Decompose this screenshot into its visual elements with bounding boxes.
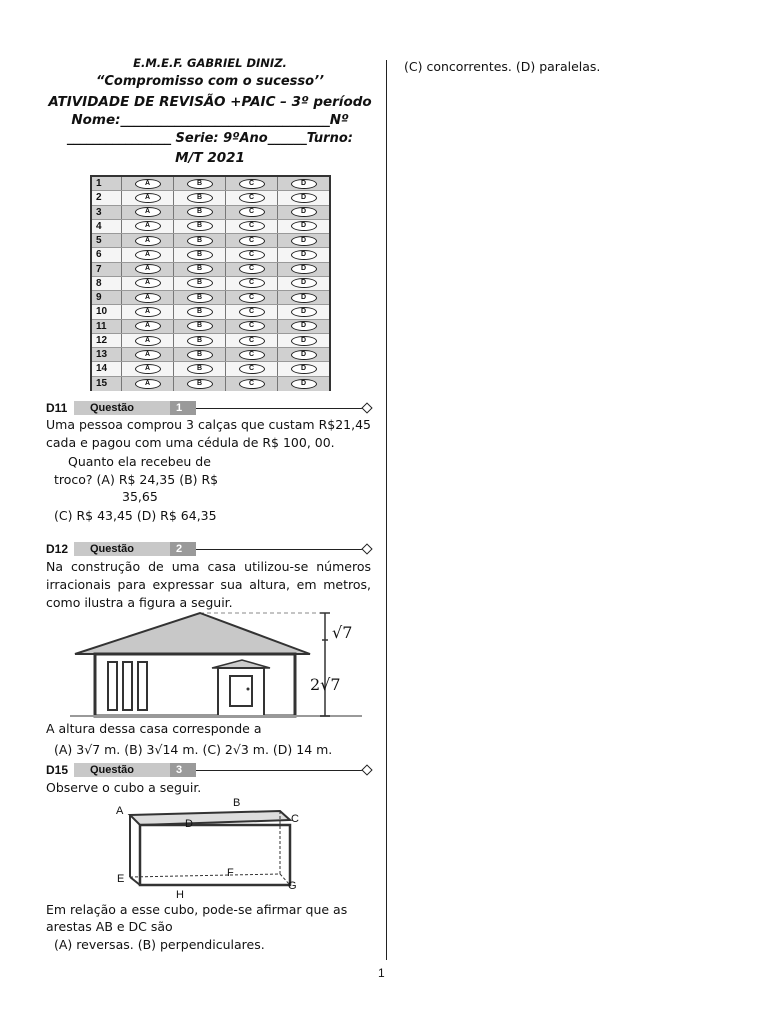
- vertex-label-e: E: [117, 873, 125, 885]
- answer-grid-row: [92, 305, 329, 319]
- q1-text-line: cada e pagou com uma cédula de R$ 100, 00.: [46, 435, 335, 450]
- answer-bubble[interactable]: D: [291, 350, 317, 360]
- answer-bubble[interactable]: B: [187, 379, 213, 389]
- answer-bubble[interactable]: D: [291, 293, 317, 303]
- answer-bubble[interactable]: C: [239, 293, 265, 303]
- answer-cell: [122, 305, 174, 318]
- descriptor-code: D11: [46, 401, 68, 415]
- answer-cell: [278, 291, 329, 304]
- answer-cell: [226, 206, 278, 219]
- answer-row-number: 12: [92, 334, 122, 347]
- answer-cell: [226, 191, 278, 204]
- answer-cell: [174, 220, 226, 233]
- answer-cell: [226, 177, 278, 190]
- answer-cell: [174, 191, 226, 204]
- answer-cell: [122, 348, 174, 361]
- answer-bubble[interactable]: A: [135, 364, 161, 374]
- column-divider: [386, 60, 387, 960]
- answer-bubble[interactable]: C: [239, 250, 265, 260]
- question-number: 3: [170, 763, 196, 777]
- answer-cell: [278, 334, 329, 347]
- answer-cell: [278, 206, 329, 219]
- cube-figure: [110, 794, 310, 904]
- answer-bubble[interactable]: A: [135, 264, 161, 274]
- rule-line: [196, 549, 365, 550]
- vertex-label-f: F: [227, 867, 234, 879]
- answer-bubble[interactable]: A: [135, 350, 161, 360]
- answer-cell: [278, 377, 329, 391]
- vertex-label-a: A: [116, 805, 124, 817]
- answer-cell: [174, 277, 226, 290]
- answer-cell: [122, 177, 174, 190]
- answer-bubble[interactable]: B: [187, 179, 213, 189]
- answer-cell: [278, 191, 329, 204]
- shift-line: M/T 2021: [175, 150, 245, 166]
- vertex-label-d: D: [185, 818, 193, 830]
- answer-cell: [226, 320, 278, 333]
- answer-cell: [278, 305, 329, 318]
- answer-row-number: 3: [92, 206, 122, 219]
- answer-row-number: 4: [92, 220, 122, 233]
- answer-bubble[interactable]: D: [291, 236, 317, 246]
- school-motto: “Compromisso com o sucesso’’: [96, 74, 324, 89]
- answer-cell: [226, 334, 278, 347]
- answer-cell: [226, 348, 278, 361]
- answer-cell: [174, 263, 226, 276]
- answer-bubble[interactable]: C: [239, 350, 265, 360]
- answer-cell: [122, 248, 174, 261]
- answer-cell: [278, 362, 329, 375]
- answer-cell: [122, 191, 174, 204]
- question-label: Questão: [74, 763, 170, 777]
- answer-cell: [226, 248, 278, 261]
- answer-cell: [122, 263, 174, 276]
- q3-options-right: (C) concorrentes. (D) paralelas.: [404, 59, 601, 74]
- answer-bubble[interactable]: B: [187, 336, 213, 346]
- answer-row-number: 8: [92, 277, 122, 290]
- answer-grid-row: [92, 220, 329, 234]
- answer-bubble[interactable]: D: [291, 321, 317, 331]
- answer-bubble[interactable]: A: [135, 236, 161, 246]
- answer-bubble[interactable]: B: [187, 293, 213, 303]
- answer-bubble[interactable]: A: [135, 250, 161, 260]
- answer-bubble[interactable]: C: [239, 193, 265, 203]
- q1-text-line: Quanto ela recebeu de: [68, 454, 211, 469]
- answer-bubble[interactable]: C: [239, 336, 265, 346]
- answer-cell: [122, 377, 174, 391]
- answer-bubble[interactable]: C: [239, 321, 265, 331]
- question-label: Questão: [74, 401, 170, 415]
- answer-bubble[interactable]: C: [239, 364, 265, 374]
- answer-cell: [278, 348, 329, 361]
- answer-bubble[interactable]: B: [187, 250, 213, 260]
- answer-bubble[interactable]: D: [291, 336, 317, 346]
- q1-text-line: Uma pessoa comprou 3 calças que custam R$21,45: [46, 417, 371, 432]
- answer-bubble[interactable]: D: [291, 379, 317, 389]
- answer-cell: [122, 277, 174, 290]
- q1-text-line: 35,65: [122, 489, 158, 504]
- answer-bubble[interactable]: A: [135, 379, 161, 389]
- answer-bubble[interactable]: D: [291, 278, 317, 288]
- answer-cell: [174, 291, 226, 304]
- answer-grid-row: [92, 362, 329, 376]
- q2-prompt: A altura dessa casa corresponde a: [46, 721, 262, 736]
- answer-row-number: 1: [92, 177, 122, 190]
- answer-cell: [278, 248, 329, 261]
- answer-cell: [174, 177, 226, 190]
- answer-cell: [226, 377, 278, 391]
- answer-bubble[interactable]: D: [291, 264, 317, 274]
- answer-row-number: 15: [92, 377, 122, 391]
- answer-cell: [278, 320, 329, 333]
- school-name: E.M.E.F. GABRIEL DINIZ.: [133, 56, 287, 70]
- rule-line: [196, 770, 365, 771]
- q2-text-line: Na construção de uma casa utilizou-se números: [46, 559, 371, 574]
- answer-bubble[interactable]: B: [187, 207, 213, 217]
- answer-bubble[interactable]: C: [239, 221, 265, 231]
- answer-bubble[interactable]: A: [135, 336, 161, 346]
- height-label-bottom: 2√7: [310, 675, 341, 694]
- answer-bubble[interactable]: A: [135, 321, 161, 331]
- answer-bubble[interactable]: B: [187, 278, 213, 288]
- answer-bubble[interactable]: B: [187, 264, 213, 274]
- answer-row-number: 11: [92, 320, 122, 333]
- answer-bubble[interactable]: B: [187, 364, 213, 374]
- answer-grid-row: [92, 191, 329, 205]
- answer-bubble[interactable]: C: [239, 278, 265, 288]
- answer-bubble[interactable]: D: [291, 364, 317, 374]
- activity-title: ATIVIDADE DE REVISÃO +PAIC – 3º período: [48, 94, 372, 110]
- answer-grid-row: [92, 263, 329, 277]
- answer-bubble[interactable]: A: [135, 293, 161, 303]
- answer-cell: [122, 291, 174, 304]
- question-header-1: [46, 400, 371, 416]
- answer-row-number: 2: [92, 191, 122, 204]
- diamond-icon: [361, 402, 372, 413]
- answer-row-number: 10: [92, 305, 122, 318]
- answer-grid: [90, 175, 331, 391]
- q1-text-line: troco? (A) R$ 24,35 (B) R$: [54, 472, 219, 487]
- question-header-3: [46, 762, 371, 778]
- question-number: 1: [170, 401, 196, 415]
- answer-cell: [174, 334, 226, 347]
- answer-cell: [174, 377, 226, 391]
- answer-grid-row: [92, 291, 329, 305]
- answer-grid-row: [92, 206, 329, 220]
- answer-grid-row: [92, 320, 329, 334]
- question-number: 2: [170, 542, 196, 556]
- answer-cell: [278, 277, 329, 290]
- vertex-label-b: B: [233, 797, 241, 809]
- answer-cell: [122, 206, 174, 219]
- answer-cell: [174, 320, 226, 333]
- answer-cell: [226, 263, 278, 276]
- answer-row-number: 6: [92, 248, 122, 261]
- answer-cell: [226, 362, 278, 375]
- answer-bubble[interactable]: B: [187, 307, 213, 317]
- answer-cell: [122, 234, 174, 247]
- height-label-top: √7: [332, 623, 353, 642]
- descriptor-code: D15: [46, 763, 69, 777]
- answer-grid-row: [92, 348, 329, 362]
- answer-bubble[interactable]: A: [135, 207, 161, 217]
- answer-grid-row: [92, 177, 329, 191]
- page-number: 1: [378, 966, 385, 980]
- answer-cell: [278, 234, 329, 247]
- answer-row-number: 5: [92, 234, 122, 247]
- answer-bubble[interactable]: C: [239, 207, 265, 217]
- answer-bubble[interactable]: C: [239, 264, 265, 274]
- answer-bubble[interactable]: B: [187, 321, 213, 331]
- answer-grid-row: [92, 334, 329, 348]
- q3-text-line: Observe o cubo a seguir.: [46, 780, 202, 795]
- answer-cell: [174, 206, 226, 219]
- q3-prompt-line: Em relação a esse cubo, pode-se afirmar que as: [46, 902, 348, 917]
- answer-row-number: 14: [92, 362, 122, 375]
- answer-bubble[interactable]: B: [187, 193, 213, 203]
- answer-cell: [122, 334, 174, 347]
- answer-bubble[interactable]: D: [291, 250, 317, 260]
- answer-grid-row: [92, 277, 329, 291]
- descriptor-code: D12: [46, 542, 69, 556]
- answer-bubble[interactable]: C: [239, 307, 265, 317]
- vertex-label-c: C: [291, 813, 299, 825]
- answer-bubble[interactable]: C: [239, 379, 265, 389]
- answer-row-number: 7: [92, 263, 122, 276]
- answer-cell: [174, 362, 226, 375]
- answer-cell: [226, 277, 278, 290]
- q2-options: (A) 3√7 m. (B) 3√14 m. (C) 2√3 m. (D) 14 m.: [54, 742, 333, 757]
- answer-cell: [278, 220, 329, 233]
- diamond-icon: [361, 543, 372, 554]
- answer-cell: [174, 348, 226, 361]
- vertex-label-g: G: [288, 880, 297, 892]
- answer-cell: [122, 220, 174, 233]
- vertex-label-h: H: [176, 889, 184, 901]
- answer-bubble[interactable]: A: [135, 179, 161, 189]
- q2-text-line: irracionais para expressar sua altura, em metros,: [46, 577, 371, 592]
- answer-cell: [174, 305, 226, 318]
- answer-bubble[interactable]: A: [135, 193, 161, 203]
- answer-cell: [174, 248, 226, 261]
- answer-bubble[interactable]: D: [291, 307, 317, 317]
- q3-prompt-line: arestas AB e DC são: [46, 919, 173, 934]
- answer-bubble[interactable]: D: [291, 179, 317, 189]
- answer-bubble[interactable]: B: [187, 236, 213, 246]
- answer-cell: [122, 320, 174, 333]
- answer-row-number: 9: [92, 291, 122, 304]
- question-header-2: [46, 541, 371, 557]
- answer-cell: [174, 234, 226, 247]
- answer-bubble[interactable]: D: [291, 207, 317, 217]
- rule-line: [196, 408, 365, 409]
- answer-cell: [278, 177, 329, 190]
- answer-bubble[interactable]: A: [135, 221, 161, 231]
- answer-cell: [226, 291, 278, 304]
- answer-grid-row: [92, 248, 329, 262]
- q3-options-left: (A) reversas. (B) perpendiculares.: [54, 937, 265, 952]
- name-line: Nome:_______________________________Nº: [71, 112, 349, 128]
- answer-bubble[interactable]: A: [135, 278, 161, 288]
- question-label: Questão: [74, 542, 170, 556]
- answer-bubble[interactable]: C: [239, 236, 265, 246]
- answer-grid-row: [92, 234, 329, 248]
- answer-bubble[interactable]: C: [239, 179, 265, 189]
- answer-cell: [226, 234, 278, 247]
- q1-options: (C) R$ 43,45 (D) R$ 64,35: [54, 508, 217, 523]
- answer-bubble[interactable]: D: [291, 221, 317, 231]
- answer-cell: [122, 362, 174, 375]
- diamond-icon: [361, 764, 372, 775]
- answer-cell: [226, 220, 278, 233]
- answer-cell: [278, 263, 329, 276]
- answer-grid-row: [92, 377, 329, 391]
- answer-row-number: 13: [92, 348, 122, 361]
- answer-bubble[interactable]: A: [135, 307, 161, 317]
- q2-text-line: como ilustra a figura a seguir.: [46, 595, 233, 610]
- serie-line: ________________ Serie: 9ºAno______Turno:: [67, 131, 353, 146]
- answer-bubble[interactable]: D: [291, 193, 317, 203]
- answer-cell: [226, 305, 278, 318]
- answer-bubble[interactable]: B: [187, 350, 213, 360]
- answer-bubble[interactable]: B: [187, 221, 213, 231]
- house-figure: [70, 608, 370, 720]
